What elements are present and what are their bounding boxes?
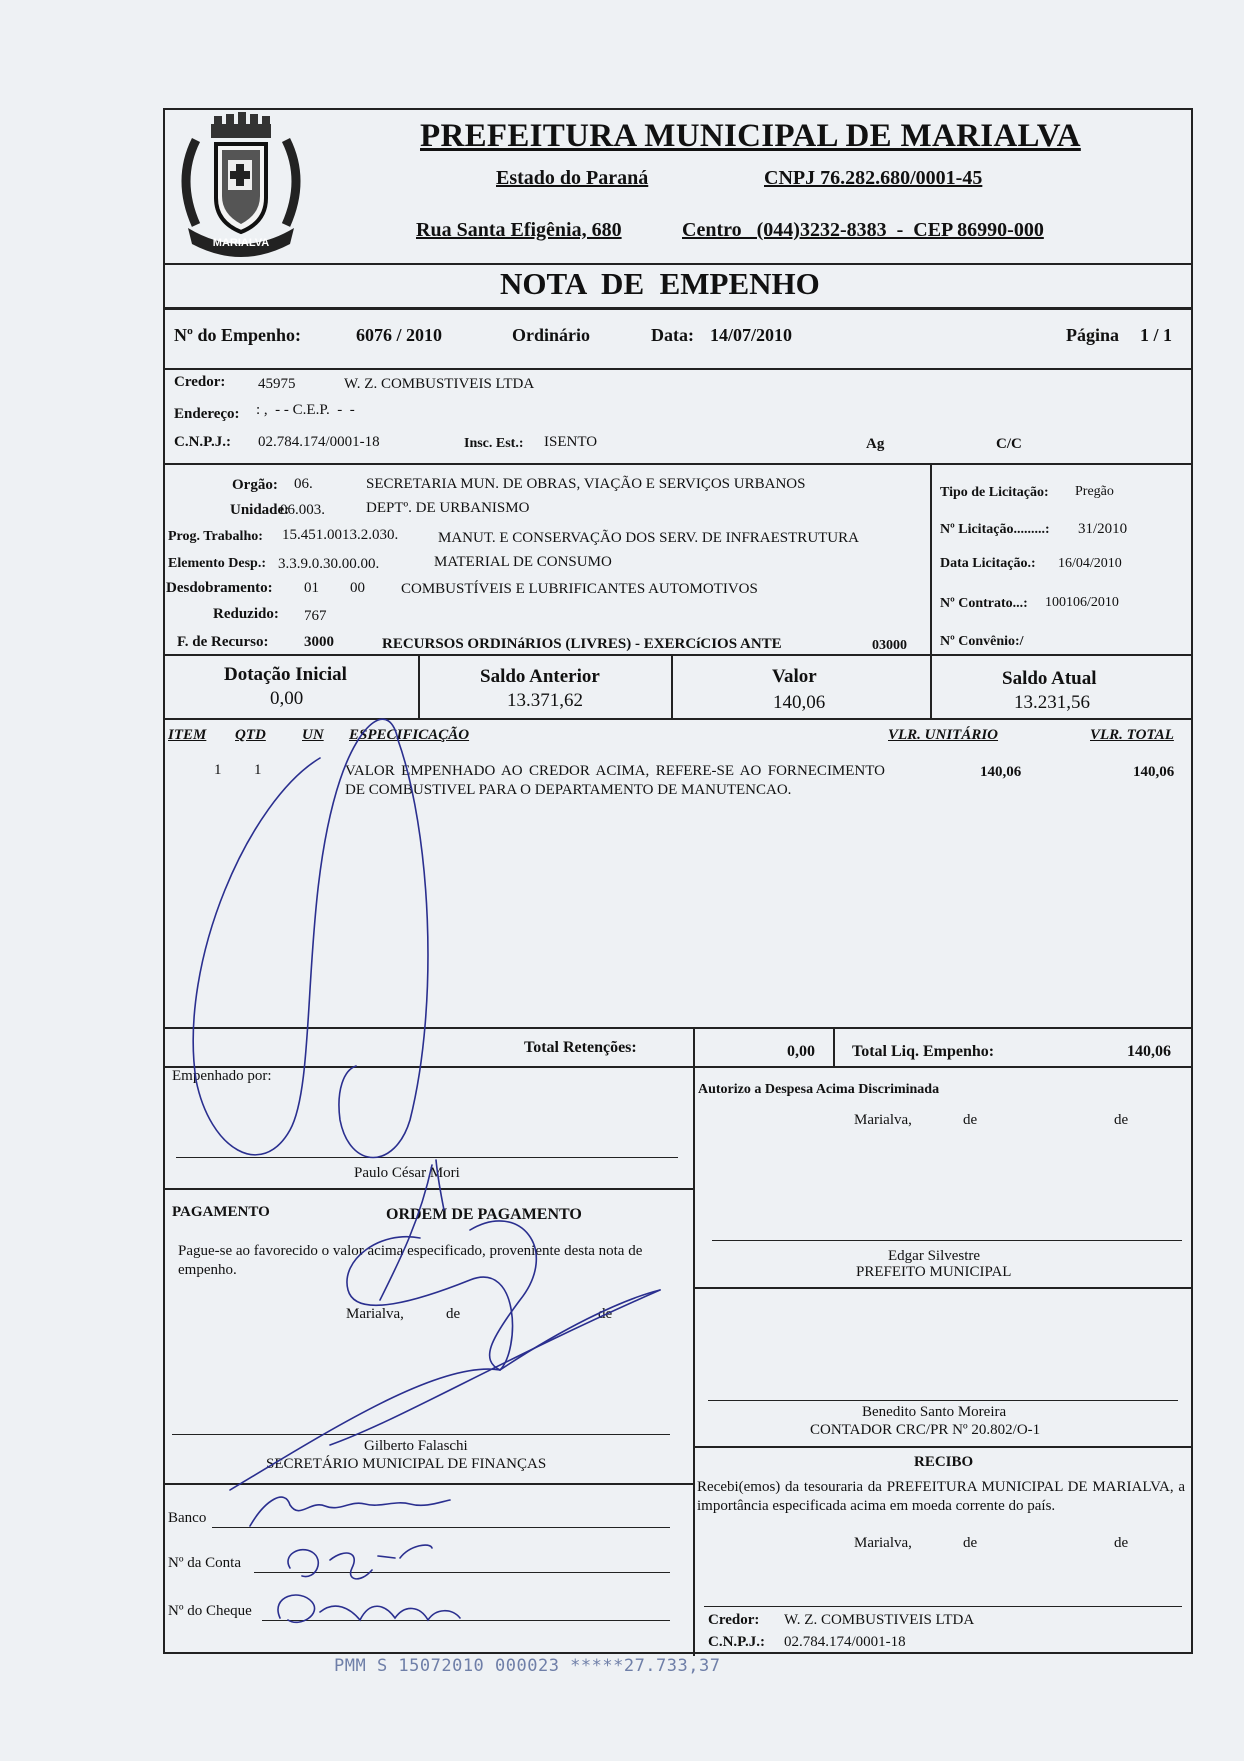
insc-label: Insc. Est.: xyxy=(464,436,524,451)
credor-cnpj: 02.784.174/0001-18 xyxy=(258,434,380,450)
city-address: Rua Santa Efigênia, 680 xyxy=(416,219,622,241)
credor-address-label: Endereço: xyxy=(174,406,240,422)
contador-name: Benedito Santo Moreira xyxy=(862,1404,1007,1420)
saldo-anterior-label: Saldo Anterior xyxy=(480,666,600,687)
valor-label: Valor xyxy=(772,666,817,687)
items-header-spec: ESPECIFICAÇÃO xyxy=(349,727,470,743)
licitacao-date-label: Data Licitação.: xyxy=(940,556,1036,571)
reduzido-label: Reduzido: xyxy=(213,606,279,622)
items-header-un: UN xyxy=(302,727,324,743)
svg-text:MARIALVA: MARIALVA xyxy=(212,237,270,249)
autorizo-de-2: de xyxy=(1114,1112,1129,1128)
recurso-code: 3000 xyxy=(304,634,334,650)
empenho-date: 14/07/2010 xyxy=(710,325,793,345)
contrato-number: 100106/2010 xyxy=(1045,595,1119,610)
empenho-number: 6076 / 2010 xyxy=(356,325,443,345)
saldo-atual-value: 13.231,56 xyxy=(1014,692,1090,713)
item-quantity: 1 xyxy=(254,762,262,778)
recurso-name: RECURSOS ORDINáRIOS (LIVRES) - EXERCíCIOS ANTE xyxy=(382,636,782,652)
item-total-value: 140,06 xyxy=(1133,764,1175,780)
dotacao-value: 0,00 xyxy=(270,688,304,709)
secretario-title: SECRETÁRIO MUNICIPAL DE FINANÇAS xyxy=(266,1456,547,1472)
unidade-name: DEPTº. DE URBANISMO xyxy=(366,500,530,516)
items-header-qtd: QTD xyxy=(235,727,266,743)
autorizo-text: Autorizo a Despesa Acima Discriminada xyxy=(698,1082,940,1097)
item-specification: VALOR EMPENHADO AO CREDOR ACIMA, REFERE-SE AO FORNECIMENTO DE COMBUSTIVEL PARA O DEPARTAMENTO DE MANUTENCAO. xyxy=(345,763,885,798)
orgao-name: SECRETARIA MUN. DE OBRAS, VIAÇÃO E SERVIÇOS URBANOS xyxy=(366,476,806,492)
licitacao-date: 16/04/2010 xyxy=(1058,556,1122,571)
orgao-label: Orgão: xyxy=(232,477,278,493)
reduzido-value: 767 xyxy=(304,608,327,624)
pagamento-title: PAGAMENTO xyxy=(172,1204,270,1220)
licitacao-number: 31/2010 xyxy=(1078,521,1128,537)
pagamento-de-1: de xyxy=(446,1306,461,1322)
unidade-code: 06.003. xyxy=(280,502,325,518)
payment-stamp: PMM S 15072010 000023 *****27.733,37 xyxy=(334,1656,721,1676)
credor-name: W. Z. COMBUSTIVEIS LTDA xyxy=(344,376,535,392)
ag-label: Ag xyxy=(866,436,885,452)
desdob-label: Desdobramento: xyxy=(166,580,273,596)
convenio-label: Nº Convênio:/ xyxy=(940,634,1024,649)
empenhado-label: Empenhado por: xyxy=(172,1068,272,1084)
city-address-detail: Centro (044)3232-8383 - CEP 86990-000 xyxy=(682,219,1044,241)
banco-label: Banco xyxy=(168,1510,207,1526)
empenho-type: Ordinário xyxy=(512,325,591,345)
page-label: Página xyxy=(1066,325,1120,345)
elemento-label: Elemento Desp.: xyxy=(168,556,266,571)
recibo-text: Recebi(emos) da tesouraria da PREFEITURA MUNICIPAL DE MARIALVA, a importância especificada acima em moeda corrente do país. xyxy=(697,1479,1185,1514)
recibo-title: RECIBO xyxy=(914,1454,974,1470)
tipo-licitacao-label: Tipo de Licitação: xyxy=(940,485,1049,500)
orgao-code: 06. xyxy=(294,476,313,492)
empenho-number-label: Nº do Empenho: xyxy=(174,325,301,345)
valor-value: 140,06 xyxy=(773,692,826,713)
retencoes-value: 0,00 xyxy=(787,1043,815,1060)
insc-value: ISENTO xyxy=(544,434,598,450)
pagamento-text: Pague-se ao favorecido o valor acima especificado, proveniente desta nota de empenho. xyxy=(178,1243,643,1278)
empenhado-name: Paulo César Mori xyxy=(354,1165,460,1181)
saldo-atual-label: Saldo Atual xyxy=(1002,668,1097,689)
autorizo-city: Marialva, xyxy=(854,1112,912,1128)
items-header-total-value: VLR. TOTAL xyxy=(1090,727,1174,743)
tipo-licitacao: Pregão xyxy=(1075,484,1114,499)
recibo-cnpj: 02.784.174/0001-18 xyxy=(784,1634,906,1650)
recibo-city: Marialva, xyxy=(854,1535,912,1551)
items-header-unit-value: VLR. UNITÁRIO xyxy=(888,727,999,743)
prog-label: Prog. Trabalho: xyxy=(168,529,263,544)
pagamento-city: Marialva, xyxy=(346,1306,404,1322)
conta-label: Nº da Conta xyxy=(168,1555,241,1571)
empenho-date-label: Data: xyxy=(651,325,694,345)
city-cnpj: CNPJ 76.282.680/0001-45 xyxy=(764,167,983,189)
total-liquido-label: Total Liq. Empenho: xyxy=(852,1043,995,1060)
total-liquido-value: 140,06 xyxy=(1127,1043,1171,1060)
credor-address: : , - - C.E.P. - - xyxy=(256,402,355,418)
cc-label: C/C xyxy=(996,436,1022,452)
prog-name: MANUT. E CONSERVAÇÃO DOS SERV. DE INFRAESTRUTURA xyxy=(438,530,859,546)
item-unit-value: 140,06 xyxy=(980,764,1022,780)
retencoes-label: Total Retenções: xyxy=(524,1039,637,1056)
recibo-cnpj-label: C.N.P.J.: xyxy=(708,1634,765,1650)
autorizo-de-1: de xyxy=(963,1112,978,1128)
recibo-credor-label: Credor: xyxy=(708,1612,760,1628)
secretario-name: Gilberto Falaschi xyxy=(364,1438,468,1454)
prefeito-title: PREFEITO MUNICIPAL xyxy=(856,1264,1012,1280)
document-title: NOTA DE EMPENHO xyxy=(500,266,820,301)
recurso-code2: 03000 xyxy=(872,638,907,653)
licitacao-number-label: Nº Licitação.........: xyxy=(940,522,1050,537)
desdob-code2: 00 xyxy=(350,580,365,596)
ordem-pagamento-title: ORDEM DE PAGAMENTO xyxy=(386,1206,582,1223)
contador-title: CONTADOR CRC/PR Nº 20.802/O-1 xyxy=(810,1422,1041,1438)
page-number: 1 / 1 xyxy=(1140,325,1173,345)
dotacao-label: Dotação Inicial xyxy=(224,664,347,685)
unidade-label: Unidade: xyxy=(230,502,290,518)
pagamento-de-2: de xyxy=(598,1306,613,1322)
recibo-de-1: de xyxy=(963,1535,978,1551)
desdob-name: COMBUSTÍVEIS E LUBRIFICANTES AUTOMOTIVOS xyxy=(401,581,758,597)
credor-code: 45975 xyxy=(258,376,296,392)
elemento-name: MATERIAL DE CONSUMO xyxy=(434,554,612,570)
city-hall-title: PREFEITURA MUNICIPAL DE MARIALVA xyxy=(420,118,1081,154)
credor-cnpj-label: C.N.P.J.: xyxy=(174,434,231,450)
recibo-de-2: de xyxy=(1114,1535,1129,1551)
item-number: 1 xyxy=(214,762,222,778)
items-header-item: ITEM xyxy=(168,727,207,743)
state-text: Estado do Paraná xyxy=(496,167,649,189)
prefeito-name: Edgar Silvestre xyxy=(888,1248,981,1264)
municipal-coat-of-arms-icon xyxy=(166,110,316,260)
recibo-credor: W. Z. COMBUSTIVEIS LTDA xyxy=(784,1612,975,1628)
contrato-label: Nº Contrato...: xyxy=(940,596,1028,611)
cheque-label: Nº do Cheque xyxy=(168,1603,252,1619)
saldo-anterior-value: 13.371,62 xyxy=(507,690,583,711)
elemento-code: 3.3.9.0.30.00.00. xyxy=(278,556,380,572)
desdob-code1: 01 xyxy=(304,580,319,596)
prog-code: 15.451.0013.2.030. xyxy=(282,527,399,543)
recurso-label: F. de Recurso: xyxy=(177,634,269,650)
credor-label: Credor: xyxy=(174,374,226,390)
